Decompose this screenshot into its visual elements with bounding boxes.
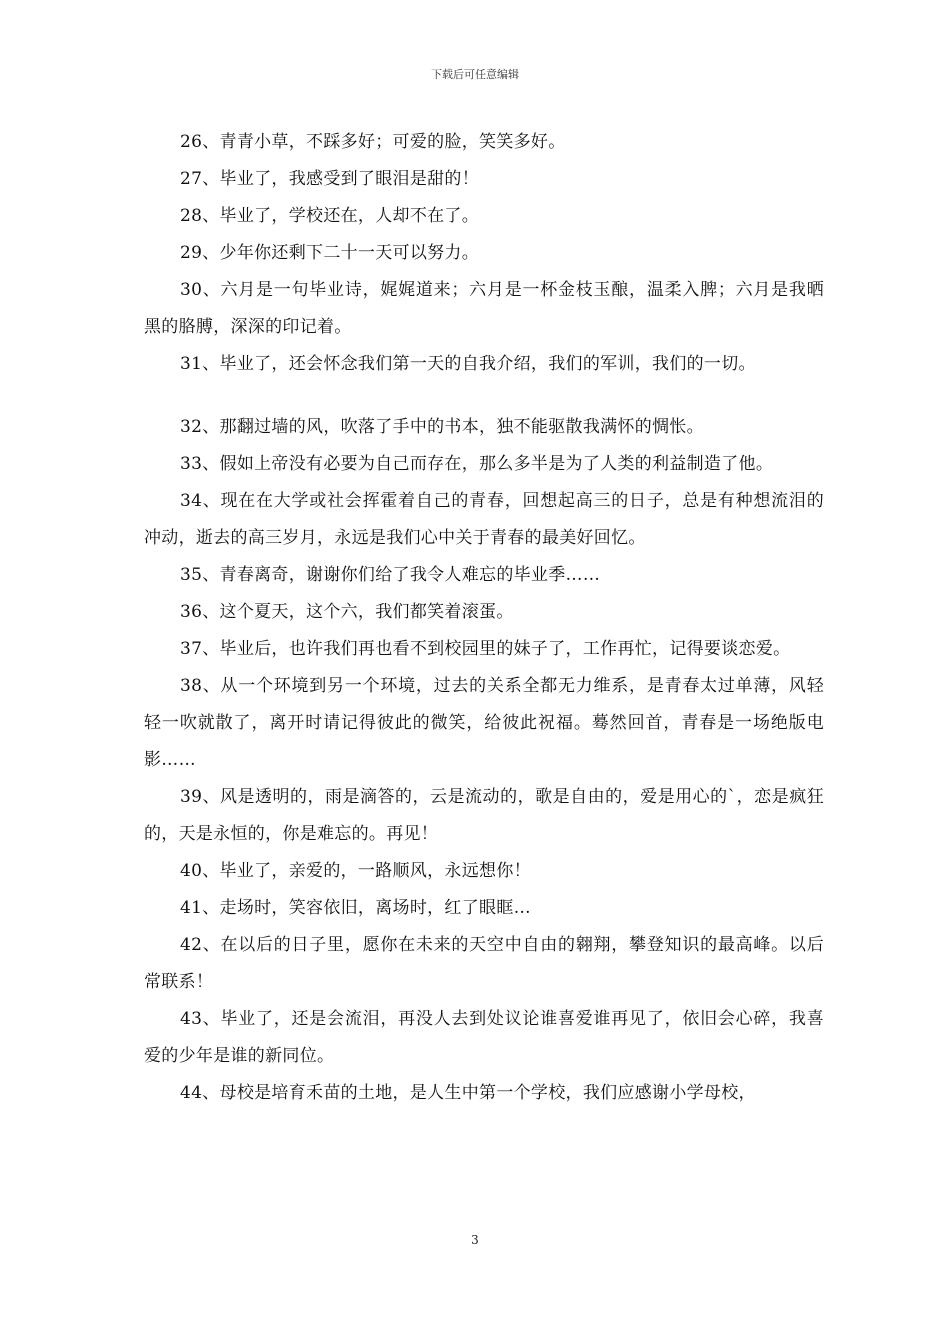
paragraph-34: 34、现在在大学或社会挥霍着自己的青春，回想起高三的日子，总是有种想流泪的冲动，逝去的高三岁月，永远是我们心中关于青春的最美好回忆。 (144, 491, 824, 548)
document-body (144, 124, 824, 1112)
paragraph-28: 28、毕业了，学校还在，人却不在了。 (180, 206, 480, 226)
paragraph-32: 32、那翻过墙的风，吹落了手中的书本，独不能驱散我满怀的惆怅。 (180, 417, 704, 437)
paragraph-31: 31、毕业了，还会怀念我们第一天的自我介绍，我们的军训，我们的一切。 (180, 354, 756, 374)
paragraph-42: 42、在以后的日子里，愿你在未来的天空中自由的翱翔，攀登知识的最高峰。以后常联系！ (144, 935, 824, 992)
paragraph-27: 27、毕业了，我感受到了眼泪是甜的！ (180, 169, 480, 189)
paragraph-26: 26、青青小草，不踩多好；可爱的脸，笑笑多好。 (180, 132, 566, 152)
paragraph-39: 39、风是透明的，雨是滴答的，云是流动的，歌是自由的，爱是用心的`，恋是疯狂的，天是永恒的，你是难忘的。再见！ (144, 787, 824, 844)
paragraph-29: 29、少年你还剩下二十一天可以努力。 (180, 243, 480, 263)
paragraph-33: 33、假如上帝没有必要为自己而存在，那么多半是为了人类的利益制造了他。 (180, 454, 774, 474)
page-number: 3 (471, 1233, 479, 1247)
paragraph-38: 38、从一个环境到另一个环境，过去的关系全都无力维系，是青春太过单薄，风轻轻一吹就散了，离开时请记得彼此的微笑，给彼此祝福。蓦然回首，青春是一场绝版电影…… (144, 676, 824, 770)
paragraph-37: 37、毕业后，也许我们再也看不到校园里的妹子了，工作再忙，记得要谈恋爱。 (180, 639, 791, 659)
paragraph-44: 44、母校是培育禾苗的土地，是人生中第一个学校，我们应感谢小学母校， (180, 1083, 756, 1103)
paragraph-40: 40、毕业了，亲爱的，一路顺风，永远想你！ (180, 861, 531, 881)
paragraph-36: 36、这个夏天，这个六，我们都笑着滚蛋。 (180, 602, 514, 622)
paragraph-43: 43、毕业了，还是会流泪，再没人去到处议论谁喜爱谁再见了，依旧会心碎，我喜爱的少年是谁的新同位。 (144, 1009, 824, 1066)
paragraph-35: 35、青春离奇，谢谢你们给了我令人难忘的毕业季…… (180, 565, 601, 585)
paragraph-30: 30、六月是一句毕业诗，娓娓道来；六月是一杯金枝玉酿，温柔入脾；六月是我晒黑的胳膊，深深的印记着。 (144, 280, 824, 337)
paragraph-41: 41、走场时，笑容依旧，离场时，红了眼眶… (180, 898, 531, 918)
paragraph-spacer (144, 383, 824, 409)
page-header: 下载后可任意编辑 (431, 68, 519, 81)
